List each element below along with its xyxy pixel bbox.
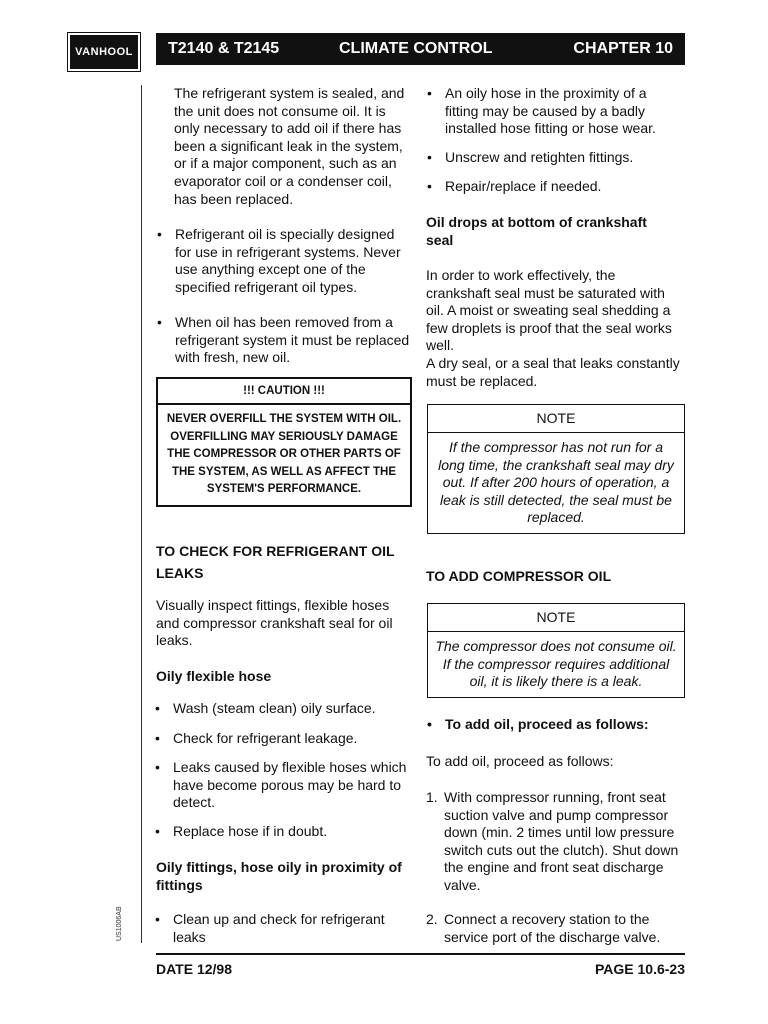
header-chapter: CHAPTER 10 — [573, 40, 673, 57]
numbered-step — [426, 911, 684, 946]
list-item: • Unscrew and retighten fittings. — [426, 149, 683, 167]
note-box — [427, 603, 685, 698]
vanhool-logo: VANHOOL — [70, 35, 138, 69]
footer-date — [156, 961, 232, 977]
margin-rule — [141, 85, 142, 943]
list-item: • An oily hose in the proximity of a fitting may be caused by a badly installed hose fitting or hose wear. — [426, 85, 683, 138]
side-document-code: US1006AB — [116, 906, 123, 941]
caution-title: !!! CAUTION !!! — [158, 379, 410, 405]
note-title: NOTE — [428, 405, 684, 433]
numbered-step — [426, 789, 684, 895]
crankshaft-paragraph-2: A dry seal, or a seal that leaks constantly must be replaced. — [426, 355, 680, 389]
proceed-paragraph: To add oil, proceed as follows: — [426, 753, 614, 769]
section-heading: TO CHECK FOR REFRIGERANT OIL LEAKS — [156, 543, 395, 581]
list-item: • Leaks caused by flexible hoses which have become porous may be hard to detect. — [154, 759, 413, 812]
list-item: • Clean up and check for refrigerant leaks — [154, 911, 413, 946]
step-text: With compressor running, front seat suction valve and pump compressor down (min. 2 times until low pressure switch cuts out the clutch). Shut down the engine and front seat discharge valve. — [444, 789, 679, 893]
note-box — [427, 404, 685, 534]
subheading-oily-fittings: Oily fittings, hose oily in proximity of fittings — [156, 859, 402, 893]
list-item: • Wash (steam clean) oily surface. — [154, 700, 413, 718]
header-models: T2140 & T2145 — [168, 40, 280, 57]
crankshaft-paragraph: In order to work effectively, the crankshaft seal must be saturated with oil. A moist or sweating seal shedding a few droplets is proof that the seal works well. — [426, 267, 672, 354]
footer-page-number: PAGE 10.6-23 — [594, 961, 685, 977]
check-paragraph: Visually inspect fittings, flexible hoses and compressor crankshaft seal for oil leaks. — [156, 597, 393, 649]
intro-paragraph: The refrigerant system is sealed, and the unit does not consume oil. It is only necessary to add oil if there has been a significant leak in the system, or if a major component, such as an evaporator coil or a condenser coil, has been replaced. — [174, 85, 405, 207]
note-title: NOTE — [428, 604, 684, 632]
list-item: • Repair/replace if needed. — [426, 178, 683, 196]
step-number: 2. — [426, 911, 438, 927]
header-bar — [156, 33, 685, 65]
list-item: • Replace hose if in doubt. — [154, 823, 413, 841]
subheading-crankshaft: Oil drops at bottom of crankshaft seal — [426, 214, 647, 248]
subheading-oily-hose: Oily flexible hose — [156, 668, 272, 684]
header-section: CLIMATE CONTROL — [339, 40, 493, 57]
list-item: • Check for refrigerant leakage. — [154, 730, 413, 748]
caution-box — [156, 377, 412, 507]
caution-body: NEVER OVERFILL THE SYSTEM WITH OIL. OVERFILLING MAY SERIOUSLY DAMAGE THE COMPRESSOR OR OTHER PARTS OF THE SYSTEM, AS WELL AS AFFECT THE SYSTEM'S PERFORMANCE. — [166, 413, 402, 495]
step-text: Connect a recovery station to the service port of the discharge valve. — [444, 911, 661, 945]
section-heading: TO ADD COMPRESSOR OIL — [426, 568, 612, 584]
list-item: • To add oil, proceed as follows: — [426, 716, 685, 734]
list-item: • When oil has been removed from a refrigerant system it must be replaced with fresh, new oil. — [156, 314, 411, 367]
footer-rule — [156, 953, 685, 955]
list-item: • Refrigerant oil is specially designed for use in refrigerant systems. Never use anything except one of the specified refrigerant oil types. — [156, 226, 411, 296]
note-body: The compressor does not consume oil. If the compressor requires additional oil, it is likely there is a leak. — [435, 638, 677, 689]
note-body: If the compressor has not run for a long time, the crankshaft seal may dry out. If after 200 hours of operation, a leak is still detected, the seal must be replaced. — [438, 439, 674, 525]
footer-date-value: 12/98 — [196, 961, 233, 977]
footer-date-label: DATE — [156, 961, 194, 977]
step-number: 1. — [426, 789, 438, 805]
